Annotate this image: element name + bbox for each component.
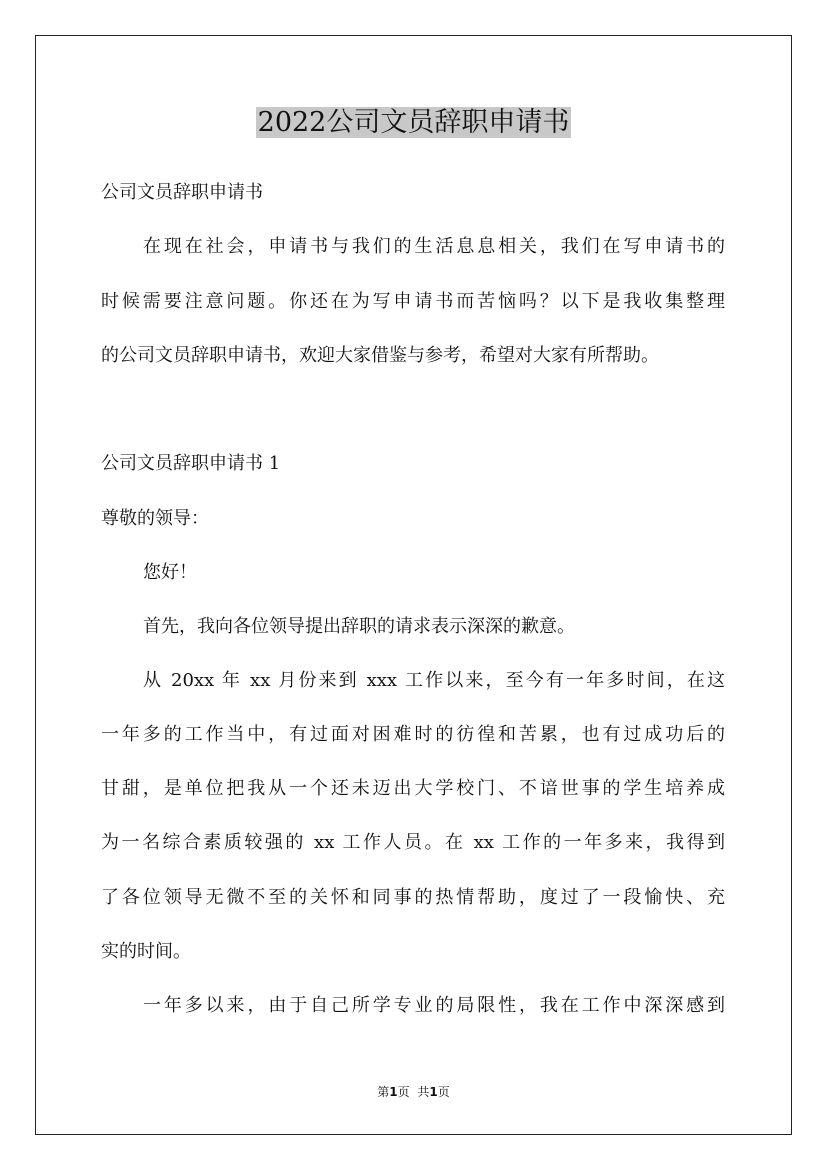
section-title: 公司文员辞职申请书 1 xyxy=(101,453,281,474)
paragraph-2-line-3: 甘甜，是单位把我从一个还未迈出大学校门、不谙世事的学生培养成 xyxy=(101,778,725,799)
footer-page-number: 1 xyxy=(389,1085,398,1099)
greeting: 您好！ xyxy=(143,562,197,583)
paragraph-2-line-1: 从 20xx 年 xx 月份来到 xxx 工作以来，至今有一年多时间，在这 xyxy=(143,670,725,691)
paragraph-3-line-1: 一年多以来，由于自己所学专业的局限性，我在工作中深深感到 xyxy=(143,995,725,1016)
heading: 公司文员辞职申请书 xyxy=(101,182,263,203)
paragraph-2-line-5: 了各位领导无微不至的关怀和同事的热情帮助，度过了一段愉快、充 xyxy=(101,887,725,908)
document-title xyxy=(0,103,827,143)
intro-line-2: 时候需要注意问题。你还在为写申请书而苦恼吗？以下是我收集整理 xyxy=(101,291,725,312)
footer-total-suffix: 页 xyxy=(437,1085,450,1099)
salutation: 尊敬的领导： xyxy=(101,508,209,529)
page-footer xyxy=(0,1084,827,1100)
document-title-text: 2022公司文员辞职申请书 xyxy=(257,107,570,138)
paragraph-1: 首先，我向各位领导提出辞职的请求表示深深的歉意。 xyxy=(143,616,575,637)
paragraph-2-line-4: 为一名综合素质较强的 xx 工作人员。在 xx 工作的一年多来，我得到 xyxy=(101,832,725,853)
intro-line-1: 在现在社会，申请书与我们的生活息息相关，我们在写申请书的 xyxy=(143,236,725,257)
intro-line-3: 的公司文员辞职申请书，欢迎大家借鉴与参考，希望对大家有所帮助。 xyxy=(101,345,659,366)
footer-total-number: 1 xyxy=(429,1085,438,1099)
paragraph-2-line-6: 实的时间。 xyxy=(101,941,191,962)
footer-page-suffix: 页 xyxy=(397,1085,410,1099)
footer-prefix: 第 xyxy=(377,1085,390,1099)
paragraph-2-line-2: 一年多的工作当中，有过面对困难时的彷徨和苦累，也有过成功后的 xyxy=(101,724,725,745)
footer-total-prefix: 共 xyxy=(417,1085,430,1099)
